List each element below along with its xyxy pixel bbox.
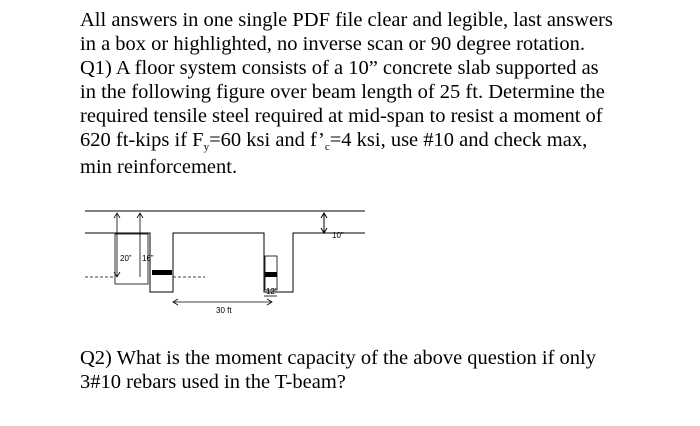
- q2-line-2: 3#10 rebars used in the T-beam?: [80, 371, 346, 393]
- q2-line-1: Q2) What is the moment capacity of the above question if only: [80, 347, 596, 369]
- t-beam-section-figure: [80, 204, 380, 322]
- label-slab-thickness: 10”: [332, 231, 344, 240]
- q1-line-2: in the following figure over beam length of 25 ft. Determine the: [80, 81, 605, 103]
- rebar-right: [265, 272, 277, 277]
- q1-line-1: Q1) A floor system consists of a 10” concrete slab supported as: [80, 57, 599, 79]
- label-web-width-right: 12”: [266, 287, 278, 296]
- q1-line-5: min reinforcement.: [80, 156, 238, 178]
- fc-subscript: c: [324, 141, 330, 153]
- label-web-width-left: 16”: [142, 254, 154, 263]
- q1-line-3: required tensile steel required at mid-span to resist a moment of: [80, 105, 603, 127]
- instruction-line-1: All answers in one single PDF file clear and legible, last answers: [80, 9, 613, 31]
- instruction-line-2: in a box or highlighted, no inverse scan or 90 degree rotation.: [80, 33, 585, 55]
- rebar-left: [152, 270, 172, 275]
- fy-subscript: y: [203, 141, 210, 153]
- q2-text: [80, 346, 650, 394]
- q1-line-4: 620 ft-kips if Fy=60 ksi and f’c=4 ksi, use #10 and check max,: [80, 129, 588, 153]
- label-beam-spacing: 30 ft: [216, 306, 232, 315]
- label-beam-depth: 20”: [120, 254, 132, 263]
- question-text: [80, 8, 650, 179]
